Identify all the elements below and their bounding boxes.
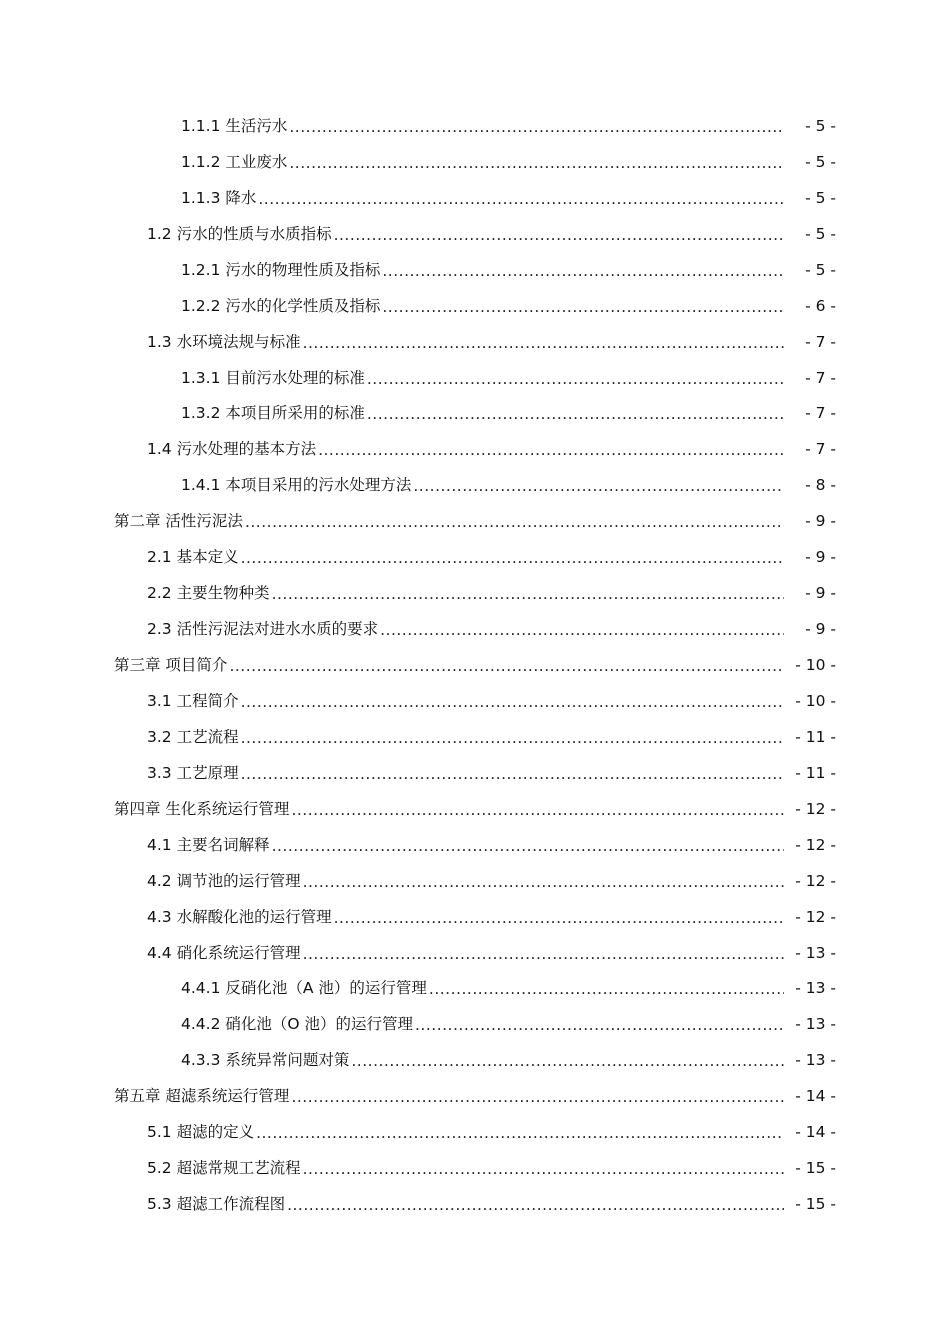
toc-entry[interactable]: [0, 108, 950, 144]
toc-entry[interactable]: [0, 1078, 950, 1114]
toc-entry[interactable]: [0, 252, 950, 288]
toc-entry-title: 1.1.1 生活污水: [181, 116, 288, 135]
toc-entry-title: 4.3 水解酸化池的运行管理: [147, 907, 332, 926]
toc-entry-page-number: - 7 -: [805, 404, 836, 423]
toc-entry[interactable]: [0, 971, 950, 1007]
toc-entry-title: 4.3.3 系统异常问题对策: [181, 1051, 350, 1070]
toc-dot-leader: [289, 117, 784, 137]
toc-entry-page-number: - 12 -: [795, 835, 836, 854]
toc-entry-title: 5.2 超滤常规工艺流程: [147, 1159, 301, 1178]
toc-entry[interactable]: [0, 863, 950, 899]
toc-entry[interactable]: [0, 611, 950, 647]
toc-dot-leader: [334, 225, 784, 245]
toc-dot-leader: [291, 800, 784, 820]
toc-dot-leader: [289, 153, 784, 173]
toc-entry[interactable]: [0, 503, 950, 539]
toc-entry[interactable]: [0, 575, 950, 611]
toc-entry[interactable]: [0, 755, 950, 791]
toc-dot-leader: [258, 189, 784, 209]
toc-entry-title: 1.1.3 降水: [181, 188, 257, 207]
toc-entry[interactable]: [0, 467, 950, 503]
toc-dot-leader: [429, 979, 784, 999]
toc-entry-page-number: - 14 -: [795, 1123, 836, 1142]
toc-entry-page-number: - 13 -: [795, 943, 836, 962]
toc-entry-page-number: - 12 -: [795, 907, 836, 926]
toc-entry[interactable]: [0, 539, 950, 575]
toc-entry[interactable]: [0, 1006, 950, 1042]
toc-entry[interactable]: [0, 683, 950, 719]
toc-dot-leader: [303, 872, 784, 892]
toc-entry-page-number: - 5 -: [805, 116, 836, 135]
toc-dot-leader: [272, 836, 784, 856]
toc-dot-leader: [382, 261, 784, 281]
toc-dot-leader: [334, 908, 784, 928]
toc-entry-page-number: - 5 -: [805, 260, 836, 279]
toc-entry-page-number: - 10 -: [795, 656, 836, 675]
toc-entry[interactable]: [0, 1114, 950, 1150]
toc-dot-leader: [382, 297, 784, 317]
toc-entry-page-number: - 6 -: [805, 296, 836, 315]
toc-dot-leader: [303, 333, 784, 353]
toc-entry-title: 2.2 主要生物种类: [147, 584, 270, 603]
toc-entry-title: 第三章 项目简介: [114, 656, 228, 675]
toc-entry-title: 1.3.2 本项目所采用的标准: [181, 404, 365, 423]
toc-entry[interactable]: [0, 719, 950, 755]
toc-entry[interactable]: [0, 791, 950, 827]
toc-entry-page-number: - 7 -: [805, 368, 836, 387]
toc-entry-page-number: - 12 -: [795, 871, 836, 890]
toc-entry-page-number: - 14 -: [795, 1087, 836, 1106]
toc-entry-page-number: - 11 -: [795, 763, 836, 782]
toc-entry-title: 1.4.1 本项目采用的污水处理方法: [181, 476, 412, 495]
toc-dot-leader: [367, 404, 784, 424]
toc-entry-title: 1.2.2 污水的化学性质及指标: [181, 296, 381, 315]
toc-dot-leader: [303, 944, 784, 964]
toc-dot-leader: [256, 1123, 784, 1143]
toc-entry-title: 1.4 污水处理的基本方法: [147, 440, 317, 459]
toc-dot-leader: [245, 512, 784, 532]
toc-entry-page-number: - 5 -: [805, 152, 836, 171]
toc-entry[interactable]: [0, 1150, 950, 1186]
toc-entry-title: 5.3 超滤工作流程图: [147, 1195, 286, 1214]
toc-entry-page-number: - 7 -: [805, 440, 836, 459]
toc-entry-page-number: - 5 -: [805, 188, 836, 207]
toc-entry-page-number: - 13 -: [795, 979, 836, 998]
toc-dot-leader: [241, 692, 784, 712]
toc-entry[interactable]: [0, 431, 950, 467]
toc-entry-title: 3.3 工艺原理: [147, 763, 239, 782]
toc-entry[interactable]: [0, 360, 950, 396]
toc-dot-leader: [415, 1015, 784, 1035]
toc-dot-leader: [291, 1087, 784, 1107]
toc-entry[interactable]: [0, 144, 950, 180]
toc-entry-title: 3.2 工艺流程: [147, 727, 239, 746]
toc-entry[interactable]: [0, 899, 950, 935]
toc-dot-leader: [380, 620, 784, 640]
toc-entry-page-number: - 11 -: [795, 727, 836, 746]
toc-dot-leader: [287, 1195, 784, 1215]
toc-entry-title: 4.4 硝化系统运行管理: [147, 943, 301, 962]
toc-entry-title: 1.2 污水的性质与水质指标: [147, 224, 332, 243]
toc-dot-leader: [229, 656, 784, 676]
toc-entry-title: 第五章 超滤系统运行管理: [114, 1087, 290, 1106]
toc-entry-page-number: - 15 -: [795, 1195, 836, 1214]
toc-list: [0, 108, 950, 1222]
toc-entry-page-number: - 10 -: [795, 691, 836, 710]
toc-entry-title: 1.3.1 目前污水处理的标准: [181, 368, 365, 387]
toc-entry-title: 4.4.1 反硝化池（A 池）的运行管理: [181, 979, 427, 998]
toc-entry[interactable]: [0, 180, 950, 216]
toc-entry[interactable]: [0, 396, 950, 432]
toc-page: [0, 108, 950, 1222]
toc-entry-title: 5.1 超滤的定义: [147, 1123, 255, 1142]
toc-entry[interactable]: [0, 647, 950, 683]
toc-entry[interactable]: [0, 1186, 950, 1222]
toc-entry-title: 2.3 活性污泥法对进水水质的要求: [147, 620, 379, 639]
toc-entry-page-number: - 8 -: [805, 476, 836, 495]
toc-entry-title: 1.2.1 污水的物理性质及指标: [181, 260, 381, 279]
toc-entry-page-number: - 5 -: [805, 224, 836, 243]
toc-entry[interactable]: [0, 827, 950, 863]
toc-dot-leader: [303, 1159, 784, 1179]
toc-dot-leader: [241, 548, 784, 568]
toc-entry-title: 4.2 调节池的运行管理: [147, 871, 301, 890]
toc-entry[interactable]: [0, 288, 950, 324]
toc-entry-title: 4.1 主要名词解释: [147, 835, 270, 854]
toc-entry-title: 2.1 基本定义: [147, 548, 239, 567]
toc-dot-leader: [367, 369, 784, 389]
toc-entry-title: 第四章 生化系统运行管理: [114, 799, 290, 818]
toc-dot-leader: [413, 476, 784, 496]
toc-entry-page-number: - 15 -: [795, 1159, 836, 1178]
toc-entry[interactable]: [0, 935, 950, 971]
toc-entry[interactable]: [0, 1042, 950, 1078]
toc-entry-page-number: - 12 -: [795, 799, 836, 818]
toc-dot-leader: [351, 1051, 784, 1071]
toc-entry-title: 第二章 活性污泥法: [114, 512, 243, 531]
toc-dot-leader: [318, 440, 784, 460]
toc-dot-leader: [241, 764, 784, 784]
toc-entry-page-number: - 9 -: [805, 584, 836, 603]
toc-dot-leader: [272, 584, 784, 604]
toc-entry-page-number: - 13 -: [795, 1051, 836, 1070]
toc-entry-title: 1.1.2 工业废水: [181, 152, 288, 171]
toc-entry-page-number: - 13 -: [795, 1015, 836, 1034]
toc-entry-page-number: - 9 -: [805, 548, 836, 567]
toc-entry-page-number: - 7 -: [805, 332, 836, 351]
toc-entry[interactable]: [0, 216, 950, 252]
toc-entry-title: 1.3 水环境法规与标准: [147, 332, 301, 351]
toc-dot-leader: [241, 728, 784, 748]
toc-entry-title: 3.1 工程简介: [147, 691, 239, 710]
toc-entry-page-number: - 9 -: [805, 512, 836, 531]
toc-entry[interactable]: [0, 324, 950, 360]
toc-entry-page-number: - 9 -: [805, 620, 836, 639]
toc-entry-title: 4.4.2 硝化池（O 池）的运行管理: [181, 1015, 413, 1034]
